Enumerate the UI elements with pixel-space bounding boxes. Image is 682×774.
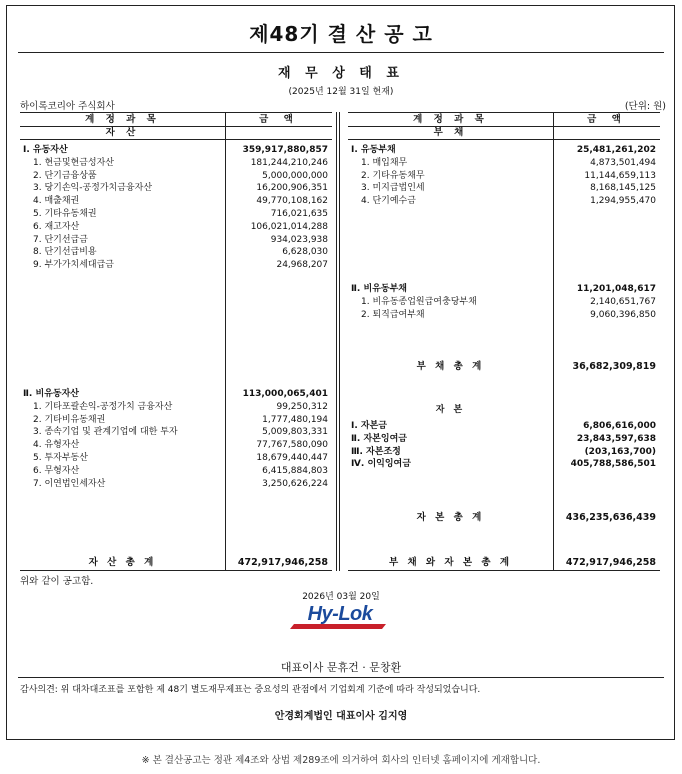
table-row (348, 144, 660, 157)
row-amount: 3,250,626,224 (262, 478, 328, 489)
row-label: 4. 매출채권 (33, 196, 80, 207)
row-label: Ⅰ. 유동부채 (351, 145, 396, 155)
row-amount: 106,021,014,288 (250, 221, 328, 232)
row-label: 2. 퇴직급여부채 (361, 309, 425, 320)
row-amount: 6,806,616,000 (583, 421, 656, 431)
table-row (20, 234, 332, 247)
row-label: 1. 비유동종업원급여충당부채 (361, 296, 477, 307)
table-row (348, 433, 660, 446)
row-amount: 181,244,210,246 (250, 157, 328, 168)
header-amount: 금 액 (587, 114, 627, 125)
row-label: 7. 이연법인세자산 (33, 478, 106, 489)
row-amount: 5,000,000,000 (262, 170, 328, 181)
table-row (348, 195, 660, 208)
row-amount: 359,917,880,857 (242, 145, 328, 155)
table-row (348, 296, 660, 309)
table-row (20, 208, 332, 221)
table-row (20, 388, 332, 401)
row-label: 1. 매입채무 (361, 157, 408, 168)
assets-table (20, 112, 332, 571)
liabilities-total-row (348, 360, 660, 373)
row-label: 7. 단기선급금 (33, 234, 88, 245)
row-label: 3. 당기손익-공정가치금융자산 (33, 183, 153, 194)
row-label: 부 채 와 자 본 총 계 (388, 557, 513, 568)
row-amount: 36,682,309,819 (572, 361, 656, 372)
sign-date: 2026년 03월 20일 (302, 592, 380, 602)
row-label: 2. 기타유동채무 (361, 170, 425, 181)
row-label: 5. 기타유동채권 (33, 209, 97, 219)
table-header (348, 113, 660, 127)
table-row (348, 309, 660, 322)
row-label: Ⅱ. 자본잉여금 (351, 433, 407, 444)
row-amount: (203,163,700) (584, 446, 656, 457)
row-amount: 1,777,480,194 (262, 414, 328, 425)
section-header-liabilities (348, 126, 660, 140)
row-amount: 2,140,651,767 (590, 296, 656, 307)
statement-date: (2025년 12월 31일 현재) (288, 87, 394, 97)
audit-opinion: 감사의견: 위 대차대조표를 포함한 제 48기 별도재무제표는 중요성의 관점에서 기업회계 기준에 따라 작성되었습니다. (20, 685, 481, 695)
table-row (348, 170, 660, 183)
row-label: 4. 단기예수금 (361, 196, 416, 207)
row-label: 6. 재고자산 (33, 221, 80, 232)
row-amount: 8,168,145,125 (590, 183, 656, 194)
row-label: 부 채 총 계 (416, 361, 485, 372)
table-row (20, 465, 332, 478)
row-label: 2. 단기금융상품 (33, 170, 97, 181)
table-row (20, 221, 332, 234)
row-label: Ⅱ. 비유동부채 (351, 284, 407, 294)
row-amount: 472,917,946,258 (565, 557, 656, 568)
row-label: 6. 무형자산 (33, 465, 80, 476)
row-label: Ⅰ. 자본금 (351, 421, 387, 431)
row-amount: 5,009,803,331 (262, 427, 328, 438)
row-label: Ⅱ. 비유동자산 (23, 389, 79, 399)
row-label: Ⅰ. 유동자산 (23, 145, 68, 155)
liabilities-equity-total-row (348, 556, 660, 569)
unit-label: (단위: 원) (624, 101, 666, 112)
hylok-logo-icon (290, 600, 390, 632)
row-amount: 9,060,396,850 (590, 309, 656, 320)
row-amount: 49,770,108,162 (256, 196, 328, 207)
header-amount: 금 액 (259, 114, 299, 125)
table-row (20, 144, 332, 157)
closing-text: 위와 같이 공고함. (20, 576, 94, 587)
section-label: 부 채 (433, 127, 468, 138)
table-row (348, 458, 660, 471)
row-label: 5. 투자부동산 (33, 453, 88, 463)
table-row (20, 439, 332, 452)
row-amount: 25,481,261,202 (576, 145, 656, 155)
table-row (20, 182, 332, 195)
row-amount: 472,917,946,258 (237, 557, 328, 568)
row-label: 자 산 총 계 (88, 557, 157, 568)
header-account: 계 정 과 목 (85, 114, 160, 125)
equity-total-row (348, 511, 660, 524)
row-label: 1. 기타포괄손익-공정가치 금융자산 (33, 401, 173, 412)
title-divider (18, 52, 664, 53)
row-amount: 934,023,938 (270, 234, 328, 245)
row-amount: 6,628,030 (282, 247, 328, 258)
row-amount: 16,200,906,351 (256, 183, 328, 194)
row-label: 9. 부가가치세대급금 (33, 260, 115, 271)
row-amount: 99,250,312 (276, 401, 328, 412)
row-amount: 18,679,440,447 (256, 453, 328, 463)
page-title: 제48기 결 산 공 고 (249, 22, 433, 46)
row-amount: 6,415,884,803 (262, 465, 328, 476)
table-row (20, 259, 332, 272)
table-row (20, 478, 332, 491)
auditor-name: 안경회계법인 대표이사 김지영 (274, 711, 408, 722)
row-amount: 436,235,636,439 (565, 512, 656, 523)
row-label: 3. 종속기업 및 관계기업에 대한 투자 (33, 427, 178, 438)
row-amount: 405,788,586,501 (570, 459, 656, 470)
table-row (20, 414, 332, 427)
row-amount: 11,144,659,113 (584, 170, 656, 181)
section-label: 자 산 (105, 127, 140, 138)
row-amount: 24,968,207 (276, 260, 328, 271)
table-row (20, 195, 332, 208)
footnote: ※ 본 결산공고는 정관 제4조와 상법 제289조에 의거하여 회사의 인터넷 홈페이지에 게재합니다. (141, 755, 541, 766)
row-label: 자 본 (435, 405, 466, 415)
row-amount: 113,000,065,401 (242, 389, 328, 399)
row-label: 4. 유형자산 (33, 440, 80, 451)
table-row (348, 420, 660, 433)
statement-title: 재 무 상 태 표 (278, 66, 404, 81)
svg-text:Hy-Lok: Hy-Lok (307, 603, 373, 625)
header-account: 계 정 과 목 (413, 114, 488, 125)
table-row (348, 182, 660, 195)
row-amount: 4,873,501,494 (590, 157, 656, 168)
row-amount: 77,767,580,090 (256, 440, 328, 451)
table-row (20, 246, 332, 259)
ceo-names: 대표이사 문휴건 · 문창환 (280, 661, 402, 674)
row-amount: 11,201,048,617 (576, 284, 656, 294)
assets-total-row (20, 556, 332, 569)
table-row (348, 157, 660, 170)
table-row (348, 446, 660, 459)
table-row (20, 426, 332, 439)
section-header-assets (20, 126, 332, 140)
section-header-equity (348, 404, 660, 417)
table-row (348, 283, 660, 296)
liabilities-equity-table (348, 112, 660, 571)
row-amount: 23,843,597,638 (576, 433, 656, 444)
row-label: Ⅲ. 자본조정 (351, 446, 401, 457)
company-name: 하이록코리아 주식회사 (20, 101, 115, 112)
row-label: 자 본 총 계 (416, 512, 485, 523)
row-label: Ⅳ. 이익잉여금 (351, 459, 411, 470)
row-label: 2. 기타비유동채권 (33, 414, 106, 425)
row-label: 3. 미지급법인세 (361, 183, 425, 194)
table-row (20, 170, 332, 183)
table-row (20, 157, 332, 170)
row-amount: 1,294,955,470 (590, 196, 656, 207)
table-row (20, 452, 332, 465)
table-header (20, 113, 332, 127)
double-divider (336, 112, 340, 571)
row-label: 1. 현금및현금성자산 (33, 157, 115, 168)
audit-divider (18, 677, 664, 678)
row-amount: 716,021,635 (270, 209, 328, 219)
row-label: 8. 단기선급비용 (33, 247, 97, 258)
table-row (20, 401, 332, 414)
